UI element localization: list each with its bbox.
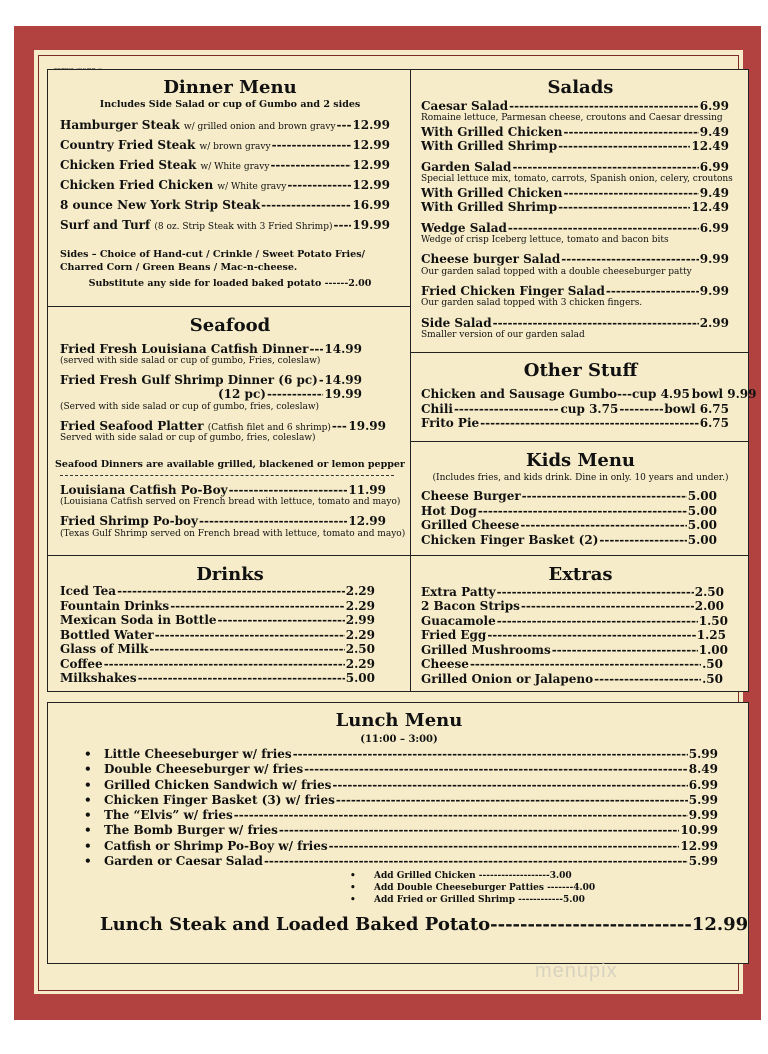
menu-item: Bottled Water ----- 2.29 (60, 628, 375, 642)
menu-item: Double Cheeseburger w/ fries ----- 8.49 (104, 762, 718, 776)
kids-title: Kids Menu (525, 450, 636, 471)
bullet: • (84, 778, 92, 792)
other-stuff-section (410, 352, 757, 442)
divider (60, 475, 394, 476)
menu-item: Hot Dog ----- 5.00 (421, 504, 717, 518)
menu-item: Fried Fresh Louisiana Catfish Dinner ----- 14.99 (60, 342, 362, 356)
item-description: Our garden salad topped with a double cheeseburger patty (421, 267, 692, 277)
menu-item: Catfish or Shrimp Po-Boy w/ fries ----- 12.99 (104, 839, 718, 853)
dinner-subtitle: Includes Side Salad or cup of Gumbo and 2 sides (99, 99, 361, 110)
bullet: • (350, 895, 356, 905)
menu-item: Side Salad ----- 2.99 (421, 316, 729, 330)
extras-title: Extras (548, 564, 613, 585)
menu-item: Fountain Drinks ----- 2.29 (60, 599, 375, 613)
lunch-addon: Add Fried or Grilled Shrimp ------------5.00 (374, 895, 585, 905)
menu-item: Milkshakes ----- 5.00 (60, 671, 375, 685)
lunch-hours: (11:00 – 3:00) (360, 734, 438, 745)
menu-item: Grilled Mushrooms ----- 1.00 (421, 643, 728, 657)
menu-item: 8 ounce New York Strip Steak ----- 16.99 (60, 198, 390, 212)
bullet: • (350, 871, 356, 881)
menu-item: Chicken Finger Basket (3) w/ fries ----- 5.99 (104, 793, 718, 807)
menu-item: The Bomb Burger w/ fries ----- 10.99 (104, 823, 718, 837)
item-description: Romaine lettuce, Parmesan cheese, croutons and Caesar dressing (421, 113, 723, 123)
substitute-note: Substitute any side for loaded baked potato ------2.00 (88, 278, 372, 289)
menu-item: Country Fried Steak w/ brown gravy ----- 12.99 (60, 138, 390, 152)
watermark: menupix (535, 960, 618, 982)
item-description: Our garden salad topped with 3 chicken fingers. (421, 298, 643, 308)
bullet: • (84, 747, 92, 761)
menu-item: Guacamole ----- 1.50 (421, 614, 728, 628)
lunch-title: Lunch Menu (335, 710, 463, 731)
menu-item: Mexican Soda in Bottle ----- 2.99 (60, 613, 375, 627)
menu-item: Chicken Fried Steak w/ White gravy ----- 12.99 (60, 158, 390, 172)
dinner-menu-section (47, 69, 411, 307)
menu-item: With Grilled Shrimp ----- 12.49 (421, 139, 729, 153)
kids-subtitle: (Includes fries, and kids drink. Dine in only. 10 years and under.) (432, 473, 729, 483)
item-description: Wedge of crisp Iceberg lettuce, tomato and bacon bits (421, 235, 669, 245)
item-description: (Served with side salad or cup of gumbo, fries, coleslaw) (60, 402, 320, 412)
kids-menu-section (410, 441, 749, 556)
menu-item: Hamburger Steak w/ grilled onion and brown gravy ----- 12.99 (60, 118, 390, 132)
menu-item: The “Elvis” w/ fries ----- 9.99 (104, 808, 718, 822)
menu-item: Fried Chicken Finger Salad ----- 9.99 (421, 284, 729, 298)
menu-item: Garden or Caesar Salad ----- 5.99 (104, 854, 718, 868)
lunch-addon: Add Double Cheeseburger Patties -------4.00 (374, 883, 596, 893)
bullet: • (84, 823, 92, 837)
item-description: (Texas Gulf Shrimp served on French bread with lettuce, tomato and mayo) (60, 529, 406, 539)
menu-item: Grilled Chicken Sandwich w/ fries ----- 6.99 (104, 778, 718, 792)
other-stuff-title: Other Stuff (523, 360, 638, 381)
bullet: • (84, 793, 92, 807)
seafood-title: Seafood (189, 315, 271, 336)
menu-item: Garden Salad ----- 6.99 (421, 160, 729, 174)
drinks-title: Drinks (196, 564, 264, 585)
menu-item: Coffee ----- 2.29 (60, 657, 375, 671)
menu-item: Louisiana Catfish Po-Boy ----- 11.99 (60, 483, 386, 497)
menu-item: Fried Egg ----- 1.25 (421, 628, 726, 642)
bullet: • (350, 883, 356, 893)
drinks-section (47, 555, 411, 692)
item-description: Special lettuce mix, tomato, carrots, Spanish onion, celery, croutons (421, 174, 733, 184)
item-description: (served with side salad or cup of gumbo, Fries, coleslaw) (60, 356, 321, 366)
menu-item: Iced Tea ----- 2.29 (60, 584, 375, 598)
bullet: • (84, 839, 92, 853)
lunch-steak-special: Lunch Steak and Loaded Baked Potato---------------------------12.99 (100, 914, 749, 935)
menu-item: Cheese Burger ----- 5.00 (421, 489, 717, 503)
menu-item: 2 Bacon Strips ----- 2.00 (421, 599, 724, 613)
menu-item: Glass of Milk ----- 2.50 (60, 642, 375, 656)
menu-item: Fried Seafood Platter (Catfish filet and 6 shrimp) ----- 19.99 (60, 419, 386, 433)
seafood-section (47, 306, 411, 556)
menu-item: Chicken Fried Chicken w/ White gravy ----- 12.99 (60, 178, 390, 192)
menu-item: Grilled Onion or Jalapeno ----- .50 (421, 672, 723, 686)
bullet: • (84, 808, 92, 822)
menu-item: Cheese ----- .50 (421, 657, 723, 671)
menu-item: Frito Pie ----- 6.75 (421, 416, 729, 430)
seafood-availability-note: Seafood Dinners are available grilled, blackened or lemon pepper (55, 459, 405, 470)
menu-item: With Grilled Chicken ----- 9.49 (421, 186, 729, 200)
item-description: Smaller version of our garden salad (421, 330, 585, 340)
salads-section (410, 69, 749, 353)
menu-item: Surf and Turf (8 oz. Strip Steak with 3 Fried Shrimp) ----- 19.99 (60, 218, 390, 232)
lunch-addon: Add Grilled Chicken -------------------3.00 (374, 871, 572, 881)
lunch-menu-section (47, 702, 749, 964)
bullet: • (84, 854, 92, 868)
menu-item: Chili ----- cup 3.75 ----- bowl 6.75 (421, 402, 729, 416)
menu-item: With Grilled Chicken ----- 9.49 (421, 125, 729, 139)
menu-item: Wedge Salad ----- 6.99 (421, 221, 729, 235)
bullet: • (84, 762, 92, 776)
menu-item: (12 pc) ----- 19.99 (218, 387, 362, 401)
menu-item: Cheese burger Salad ----- 9.99 (421, 252, 729, 266)
extras-section (410, 555, 749, 692)
menu-item: Fried Shrimp Po-boy ----- 12.99 (60, 514, 386, 528)
dinner-title: Dinner Menu (163, 77, 297, 98)
menu-item: Grilled Cheese ----- 5.00 (421, 518, 717, 532)
menu-item: Caesar Salad ----- 6.99 (421, 99, 729, 113)
salads-title: Salads (547, 77, 614, 98)
menu-item: Chicken and Sausage Gumbo---cup 4.95 bowl 9.99 (421, 387, 757, 401)
item-description: Served with side salad or cup of gumbo, fries, coleslaw) (60, 433, 316, 443)
menu-item: Extra Patty ----- 2.50 (421, 585, 724, 599)
menu-item: With Grilled Shrimp ----- 12.49 (421, 200, 729, 214)
menu-item: Fried Fresh Gulf Shrimp Dinner (6 pc) ----- 14.99 (60, 373, 362, 387)
sides-note: Sides – Choice of Hand-cut / Crinkle / Sweet Potato Fries/ Charred Corn / Green Beans / Mac-n-cheese. (60, 249, 366, 273)
menu-item: Chicken Finger Basket (2) ----- 5.00 (421, 533, 717, 547)
item-description: (Louisiana Catfish served on French bread with lettuce, tomato and mayo) (60, 497, 401, 507)
menu-item: Little Cheeseburger w/ fries ----- 5.99 (104, 747, 718, 761)
